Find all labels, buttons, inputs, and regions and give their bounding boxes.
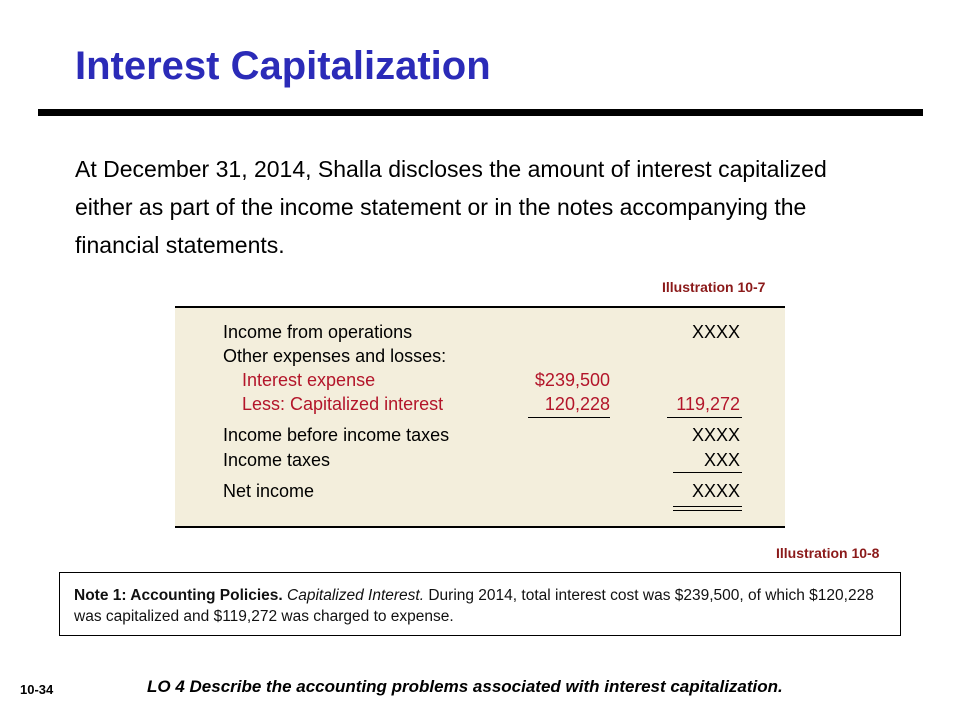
note-text bbox=[74, 585, 894, 627]
row-amount-inner: 120,228 bbox=[544, 394, 610, 414]
net-income-double-underline bbox=[673, 506, 742, 507]
statement-row bbox=[175, 450, 785, 474]
row-amount: XXX bbox=[703, 450, 740, 470]
row-label: Income before income taxes bbox=[223, 425, 450, 445]
page-number: 10-34 bbox=[20, 682, 54, 697]
statement-row bbox=[175, 322, 785, 346]
statement-row bbox=[175, 346, 785, 370]
row-label: Net income bbox=[223, 481, 315, 501]
note-body: During 2014, total interest cost was $239,500, of which $120,228 was capitalized and $119,272 was charged to expense. bbox=[74, 587, 874, 625]
row-label: Other expenses and losses: bbox=[223, 346, 447, 366]
row-label: Income from operations bbox=[223, 322, 413, 342]
intro-paragraph: At December 31, 2014, Shalla discloses the amount of interest capitalized either as part of the income statement or in the notes accompanying the financial statements. bbox=[75, 156, 827, 258]
row-amount: XXXX bbox=[691, 322, 740, 342]
subtotal-underline bbox=[667, 417, 742, 418]
note-subheading: Capitalized Interest. bbox=[287, 587, 425, 604]
row-amount: XXXX bbox=[691, 425, 740, 445]
illustration-10-7-label: Illustration 10-7 bbox=[662, 279, 766, 295]
note-heading: Note 1: Accounting Policies. bbox=[74, 587, 283, 604]
statement-row bbox=[175, 425, 785, 449]
statement-row bbox=[175, 481, 785, 505]
subtotal-underline bbox=[528, 417, 610, 418]
title-divider bbox=[38, 109, 923, 116]
row-label: Interest expense bbox=[242, 370, 376, 390]
row-amount: 119,272 bbox=[676, 394, 740, 414]
tax-underline bbox=[673, 472, 742, 473]
row-amount: XXXX bbox=[691, 481, 740, 501]
statement-row bbox=[175, 394, 785, 418]
illustration-10-8-label: Illustration 10-8 bbox=[776, 545, 880, 561]
income-statement-excerpt bbox=[175, 306, 785, 528]
net-income-double-underline bbox=[673, 510, 742, 511]
row-amount-inner: $239,500 bbox=[534, 370, 610, 390]
statement-row bbox=[175, 370, 785, 394]
learning-objective: LO 4 Describe the accounting problems associated with interest capitalization. bbox=[147, 677, 783, 696]
slide-title: Interest Capitalization bbox=[75, 44, 491, 88]
row-label: Income taxes bbox=[223, 450, 331, 470]
note-disclosure-box bbox=[59, 572, 901, 636]
row-label: Less: Capitalized interest bbox=[242, 394, 444, 414]
